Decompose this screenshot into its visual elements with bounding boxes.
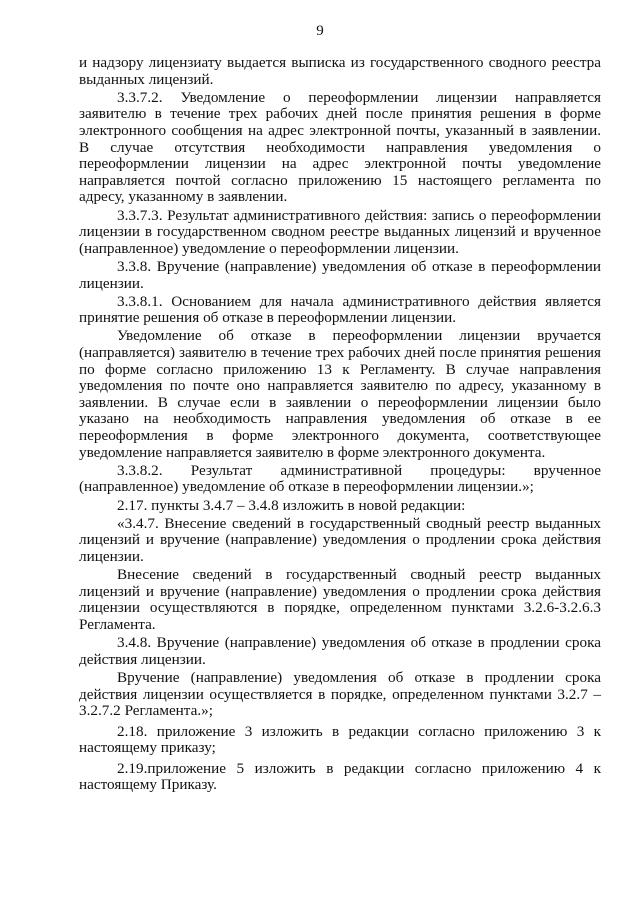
paragraph-5: 3.3.8.1. Основанием для начала административного действия является принятие решения об отказе в переоформлении лицензии.: [79, 292, 601, 327]
paragraph-8: 2.17. пункты 3.4.7 – 3.4.8 изложить в новой редакции:: [117, 496, 466, 514]
paragraph-9: «3.4.7. Внесение сведений в государственный сводный реестр выданных лицензий и вручение (направление) уведомления о продлении срока действия лицензии.: [79, 514, 601, 565]
paragraph-2: 3.3.7.2. Уведомление о переоформлении лицензии направляется заявителю в течение трех рабочих дней после принятия решения в форме электронного сообщения на адрес электронной почты, указанный в заявлении. В случае отсутствия необходимости направления уведомления о переоформлении лицензии на адрес электронной почты уведомление направляется почтой согласно приложению 15 настоящего регламента по адресу, указанному в заявлении.: [79, 88, 601, 206]
paragraph-1: и надзору лицензиату выдается выписка из государственного сводного реестра выданных лицензий.: [79, 54, 601, 88]
paragraph-13: 2.18. приложение 3 изложить в редакции согласно приложению 3 к настоящему приказу;: [79, 722, 601, 757]
paragraph-6: Уведомление об отказе в переоформлении лицензии вручается (направляется) заявителю в течение трех рабочих дней после принятия решения по форме согласно приложению 13 к Регламенту. В случае направления уведомления по почте оно направляется заявителю по адресу, указанному в заявлении. В случае если в заявлении о переоформлении лицензии было указано на необходимость направления уведомления об отказе в ее переоформления в форме электронного документа, соответствующее уведомление направляется заявителю в форме электронного документа.: [79, 327, 601, 461]
paragraph-7: 3.3.8.2. Результат административной процедуры: врученное (направленное) уведомление об отказе в переоформлении лицензии.»;: [79, 461, 601, 496]
document-body: [79, 55, 601, 796]
paragraph-4: 3.3.8. Вручение (направление) уведомления об отказе в переоформлении лицензии.: [79, 257, 601, 292]
page-number: 9: [316, 23, 324, 39]
paragraph-11: 3.4.8. Вручение (направление) уведомления об отказе в продлении срока действия лицензии.: [79, 634, 601, 668]
paragraph-12: Вручение (направление) уведомления об отказе в продлении срока действия лицензии осуществляется в порядке, определенном пунктами 3.2.7 – 3.2.7.2 Регламента.»;: [79, 668, 601, 720]
paragraph-14: 2.19.приложение 5 изложить в редакции согласно приложению 4 к настоящему Приказу.: [79, 759, 601, 794]
paragraph-3: 3.3.7.3. Результат административного действия: запись о переоформлении лицензии в государственном сводном реестре выданных лицензий и врученное (направленное) уведомление о переоформлении лицензии.: [79, 206, 601, 257]
paragraph-10: Внесение сведений в государственный сводный реестр выданных лицензий и вручение (направление) уведомления о продлении срока действия лицензии осуществляются в порядке, определенном пунктами 3.2.6-3.2.6.3 Регламента.: [79, 566, 601, 633]
